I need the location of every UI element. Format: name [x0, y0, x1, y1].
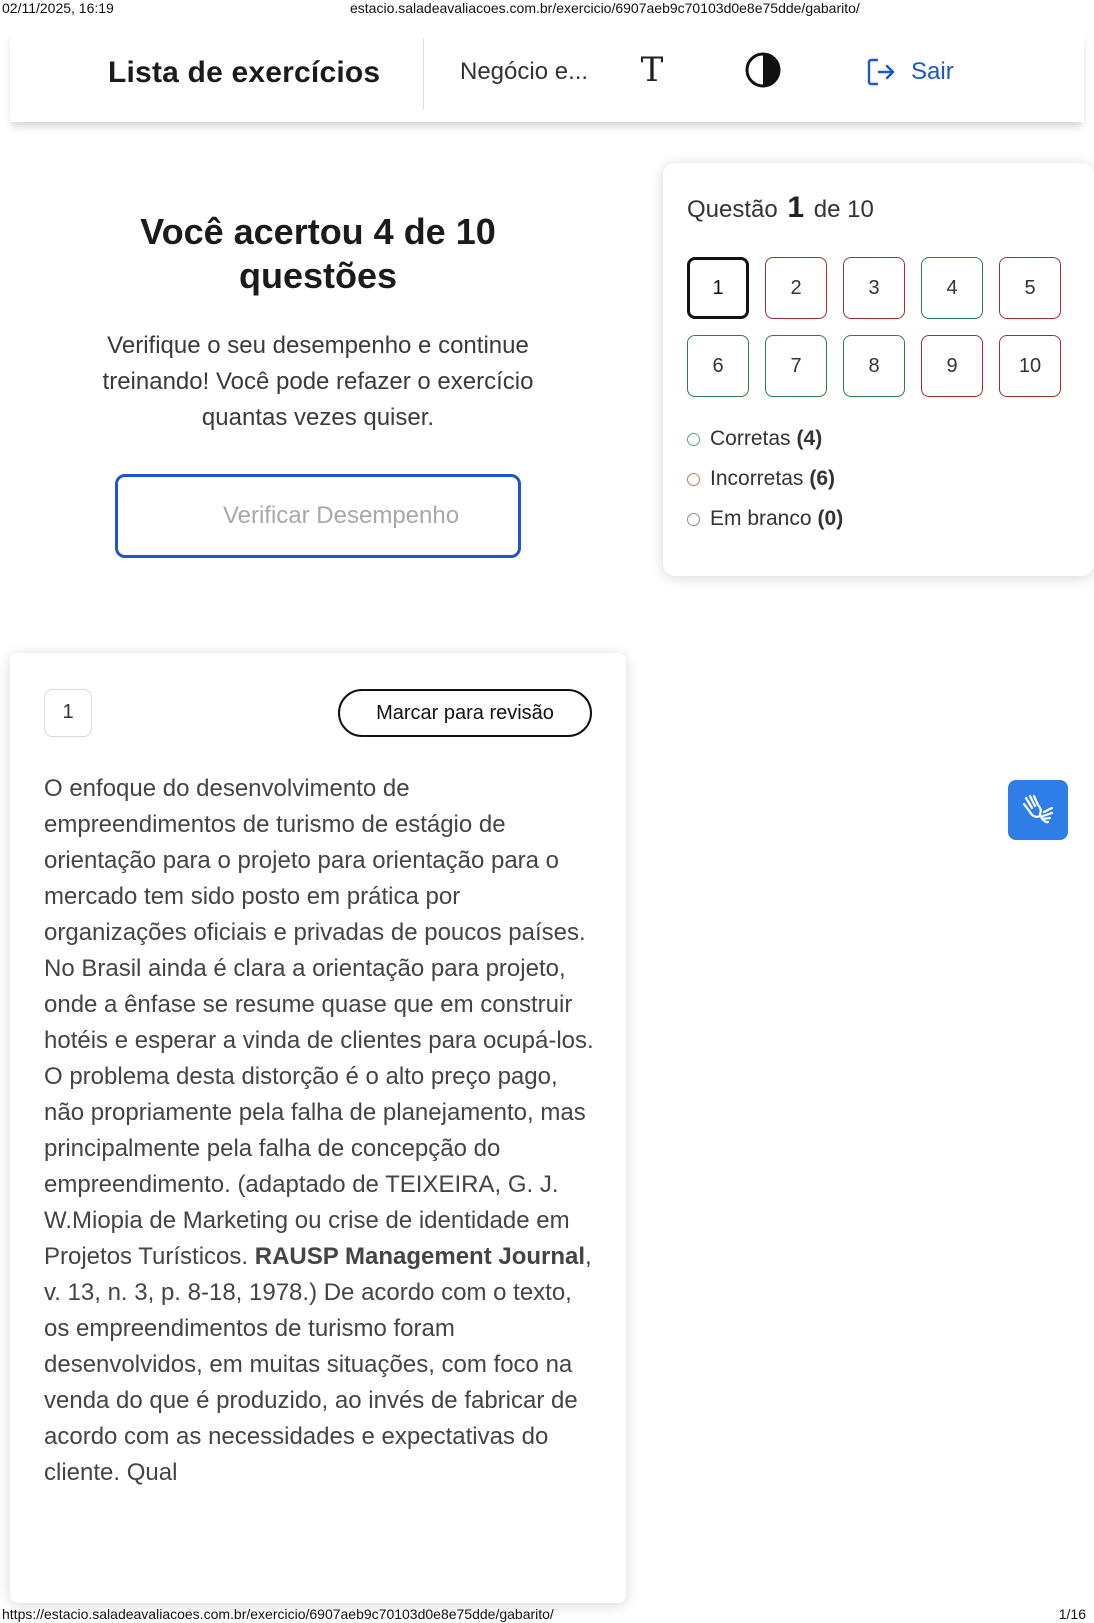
statement-text-part1: O enfoque do desenvolvimento de empreendimentos de turismo de estágio de orientação para o projeto para orientação para o mercado tem sido posto em prática por organizações oficiais e privadas de poucos países. No Brasil ainda é clara a orientação para projeto, onde a ênfase se resume quase que em construir hotéis e esperar a vinda de clientes para ocupá-los. O problema desta distorção é o alto preço pago, não propriamente pela falha de planejamento, mas principalmente pela falha de concepção do empreendimento. (adaptado de TEIXEIRA, G. J. W.Miopia de Marketing ou crise de identidade em Projetos Turísticos.	[44, 775, 594, 1270]
hands-sign-language-icon	[1018, 790, 1058, 830]
print-footer	[0, 1603, 1094, 1623]
question-nav-button[interactable]: 4	[921, 257, 983, 319]
question-nav-button[interactable]: 2	[765, 257, 827, 319]
result-headline: Você acertou 4 de 10 questões	[140, 211, 496, 296]
print-header	[0, 0, 1094, 16]
question-nav-button[interactable]: 1	[687, 257, 749, 319]
legend-blank-label: Em branco	[710, 507, 812, 530]
verify-performance-label: Verificar Desempenho	[222, 502, 460, 529]
question-nav-button[interactable]: 5	[999, 257, 1061, 319]
logout-label: Sair	[911, 58, 954, 85]
top-navigation-bar	[10, 30, 1084, 122]
question-counter-prefix: Questão	[687, 196, 778, 223]
question-card	[10, 653, 626, 1603]
sign-language-button[interactable]	[1008, 780, 1068, 840]
result-summary	[90, 210, 546, 436]
legend-blank-count: (0)	[817, 507, 844, 530]
contrast-icon[interactable]	[743, 50, 783, 90]
legend-correct-count: (4)	[796, 427, 823, 450]
legend-incorrect-label: Incorretas	[710, 467, 804, 490]
question-nav-button[interactable]: 8	[843, 335, 905, 397]
header-divider	[423, 38, 424, 110]
incorrect-dot-icon	[687, 473, 700, 486]
question-nav-button[interactable]: 3	[843, 257, 905, 319]
verify-performance-button[interactable]	[115, 474, 521, 558]
course-name[interactable]: Negócio e...	[460, 58, 589, 85]
font-size-icon[interactable]: T	[640, 50, 664, 90]
legend-incorrect-count: (6)	[809, 467, 836, 490]
correct-dot-icon	[687, 433, 700, 446]
blank-dot-icon	[687, 513, 700, 526]
question-nav-button[interactable]: 10	[999, 335, 1061, 397]
logout-button[interactable]	[865, 52, 954, 92]
question-nav-button[interactable]: 7	[765, 335, 827, 397]
print-page-number: 1/16	[1058, 1606, 1086, 1622]
question-nav-button[interactable]: 9	[921, 335, 983, 397]
question-statement	[44, 771, 598, 1491]
legend-incorrect	[687, 459, 843, 499]
legend-correct	[687, 419, 843, 459]
question-counter-suffix: de 10	[813, 196, 874, 223]
legend-blank	[687, 499, 843, 539]
question-counter	[687, 191, 874, 225]
question-grid	[687, 257, 1067, 397]
answer-legend	[687, 419, 843, 539]
question-number-badge: 1	[44, 689, 92, 737]
question-navigator-panel	[663, 163, 1094, 576]
print-datetime: 02/11/2025, 16:19	[2, 0, 114, 16]
legend-correct-label: Corretas	[710, 427, 791, 450]
print-header-url: estacio.saladeavaliacoes.com.br/exercicio/6907aeb9c70103d0e8e75dde/gabarito/	[350, 0, 860, 16]
mark-for-review-button[interactable]: Marcar para revisão	[338, 689, 592, 737]
logout-icon	[865, 56, 897, 88]
statement-text-part2: , v. 13, n. 3, p. 8-18, 1978.) De acordo com o texto, os empreendimentos de turismo foram desenvolvidos, em muitas situações, com foco na venda do que é produzido, ao invés de fabricar de acordo com as necessidades e expectativas do cliente. Qual	[44, 1243, 592, 1486]
page-title: Lista de exercícios	[108, 56, 381, 89]
current-question-number: 1	[787, 191, 805, 224]
result-message: Verifique o seu desempenho e continue treinando! Você pode refazer o exercício quantas vezes quiser.	[102, 332, 534, 431]
statement-journal-name: RAUSP Management Journal	[254, 1243, 586, 1270]
question-nav-button[interactable]: 6	[687, 335, 749, 397]
print-footer-url: https://estacio.saladeavaliacoes.com.br/exercicio/6907aeb9c70103d0e8e75dde/gabarito/	[2, 1606, 554, 1622]
